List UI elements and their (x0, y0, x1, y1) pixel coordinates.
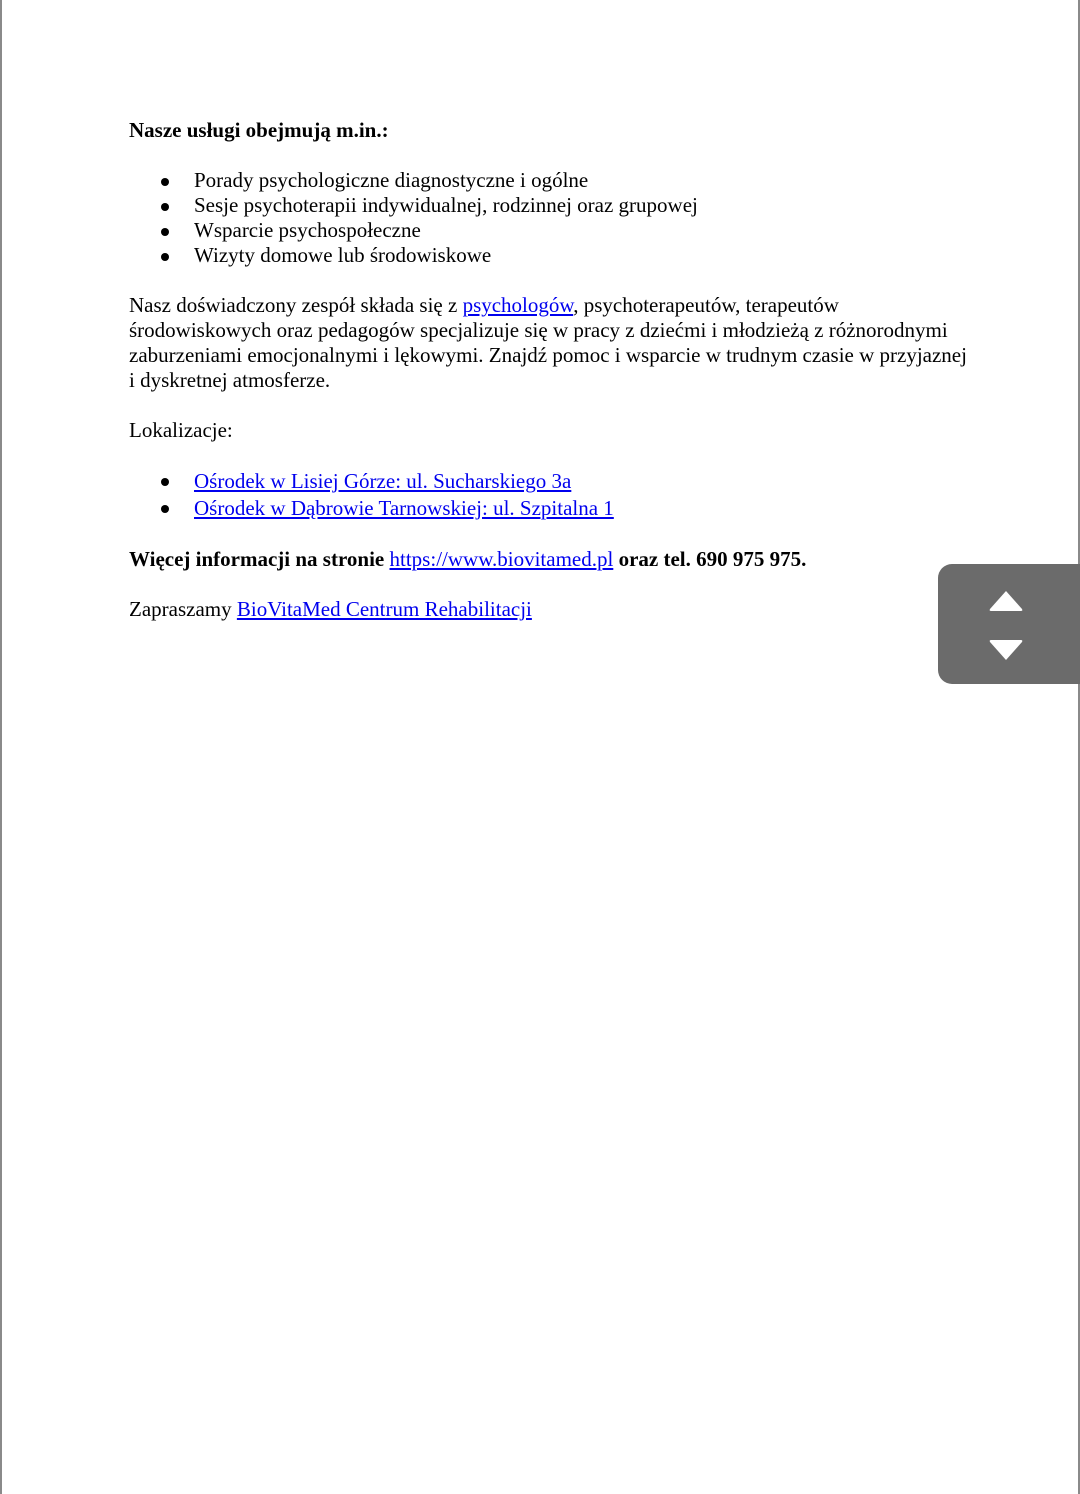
bullet-icon (161, 178, 169, 186)
list-item-text: Porady psychologiczne diagnostyczne i ogólne (194, 168, 589, 192)
list-item (194, 193, 969, 218)
team-paragraph (129, 293, 969, 393)
triangle-up-icon (986, 588, 1026, 614)
services-heading: Nasze usługi obejmują m.in.: (129, 118, 389, 142)
more-info-text-after: oraz tel. 690 975 975. (613, 547, 807, 571)
services-list (129, 168, 969, 268)
list-item-text: Wsparcie psychospołeczne (194, 218, 421, 242)
bullet-icon (161, 505, 169, 513)
psychologists-link[interactable]: psychologów (462, 293, 574, 317)
list-item-text: Sesje psychoterapii indywidualnej, rodzinnej oraz grupowej (194, 193, 698, 217)
location-link-dabrowa[interactable]: Ośrodek w Dąbrowie Tarnowskiej: ul. Szpitalna 1 (194, 496, 614, 520)
locations-list (129, 468, 969, 522)
website-link[interactable]: https://www.biovitamed.pl (389, 547, 614, 571)
invite-text: Zapraszamy (129, 597, 237, 621)
scroll-down-button[interactable] (986, 637, 1026, 663)
triangle-down-icon (986, 637, 1026, 663)
biovitamed-link[interactable]: BioVitaMed Centrum Rehabilitacji (236, 597, 532, 621)
list-item (194, 218, 969, 243)
list-item-text: Wizyty domowe lub środowiskowe (194, 243, 492, 267)
more-info-text-before: Więcej informacji na stronie (129, 547, 390, 571)
location-link-lisia-gora[interactable]: Ośrodek w Lisiej Górze: ul. Sucharskiego 3a (194, 469, 572, 493)
bullet-icon (161, 253, 169, 261)
document-page (129, 118, 969, 647)
list-item (194, 243, 969, 268)
scroll-controls (938, 564, 1080, 684)
list-item (194, 495, 969, 522)
list-item (194, 468, 969, 495)
bullet-icon (161, 228, 169, 236)
team-text-after: , psychoterapeutów, terapeutów środowiskowych oraz pedagogów specjalizuje się w pracy z dziećmi i młodzieżą z różnorodnymi zaburzeniami emocjonalnymi i lękowymi. Znajdź pomoc i wsparcie w trudnym czasie w przyjaznej i dyskretnej atmosferze. (129, 293, 967, 392)
list-item (194, 168, 969, 193)
locations-label: Lokalizacje: (129, 418, 233, 442)
invite-paragraph (129, 597, 969, 622)
scroll-up-button[interactable] (986, 588, 1026, 614)
bullet-icon (161, 478, 169, 486)
more-info-paragraph (129, 547, 969, 572)
team-text-before: Nasz doświadczony zespół składa się z (129, 293, 463, 317)
bullet-icon (161, 203, 169, 211)
